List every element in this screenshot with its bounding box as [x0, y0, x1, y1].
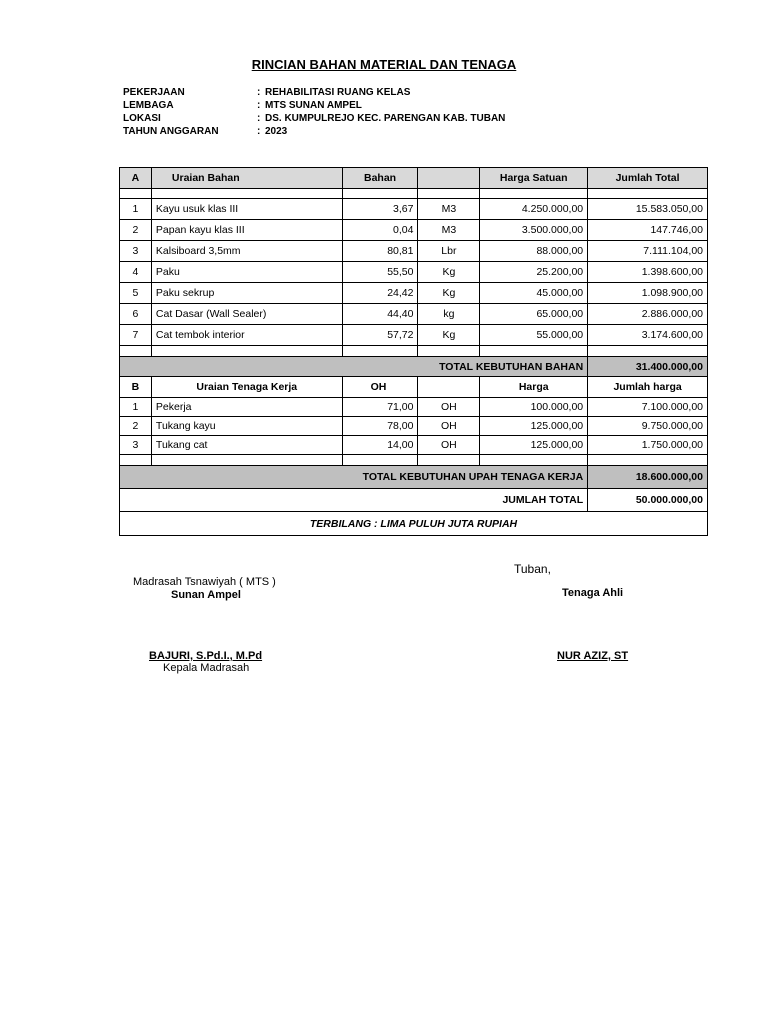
header-no: A	[120, 168, 152, 189]
table-row: 3 Tukang cat 14,00 OH 125.000,00 1.750.000,00	[120, 436, 708, 455]
document-title: RINCIAN BAHAN MATERIAL DAN TENAGA	[251, 57, 517, 72]
header-uraian: Uraian Tenaga Kerja	[151, 377, 342, 398]
info-value: REHABILITASI RUANG KELAS	[265, 87, 411, 98]
table-row: 3 Kalsiboard 3,5mm 80,81 Lbr 88.000,00 7.111.104,00	[120, 241, 708, 262]
cost-table	[119, 167, 708, 536]
header-qty: OH	[342, 377, 418, 398]
left-org: Madrasah Tsnawiyah ( MTS )	[133, 576, 276, 588]
header-price: Harga Satuan	[480, 168, 588, 189]
info-label: LOKASI	[123, 113, 161, 124]
jumlah-total-label: JUMLAH TOTAL	[120, 489, 588, 512]
info-value: 2023	[265, 126, 288, 137]
header-unit	[418, 168, 480, 189]
header-uraian: Uraian Bahan	[151, 168, 342, 189]
total-bahan-label: TOTAL KEBUTUHAN BAHAN	[120, 357, 588, 377]
spacer-row	[120, 346, 708, 357]
jumlah-total-row	[120, 489, 708, 512]
total-bahan-value: 31.400.000,00	[588, 357, 708, 377]
table-row: 2 Tukang kayu 78,00 OH 125.000,00 9.750.000,00	[120, 417, 708, 436]
terbilang-text: TERBILANG : LIMA PULUH JUTA RUPIAH	[120, 512, 708, 536]
project-info	[123, 86, 505, 138]
total-bahan-row	[120, 357, 708, 377]
terbilang-row	[120, 512, 708, 536]
tenaga-header-row	[120, 377, 708, 398]
table-row: 5 Paku sekrup 24,42 Kg 45.000,00 1.098.900,00	[120, 283, 708, 304]
total-tenaga-label: TOTAL KEBUTUHAN UPAH TENAGA KERJA	[120, 466, 588, 489]
table-row: 4 Paku 55,50 Kg 25.200,00 1.398.600,00	[120, 262, 708, 283]
signature-place: Tuban,	[514, 562, 551, 576]
info-row-pekerjaan: PEKERJAAN : REHABILITASI RUANG KELAS	[123, 87, 411, 98]
spacer-row	[120, 455, 708, 466]
right-signatory-name: NUR AZIZ, ST	[557, 650, 629, 662]
left-signatory-role: Kepala Madrasah	[163, 662, 250, 674]
info-label: LEMBAGA	[123, 100, 174, 111]
left-org-name: Sunan Ampel	[171, 589, 241, 601]
header-price: Harga	[480, 377, 588, 398]
table-row: 7 Cat tembok interior 57,72 Kg 55.000,00 3.174.600,00	[120, 325, 708, 346]
info-label: TAHUN ANGGARAN	[123, 126, 219, 137]
bahan-header-row	[120, 168, 708, 189]
header-unit	[418, 377, 480, 398]
table-row: 1 Kayu usuk klas III 3,67 M3 4.250.000,00 15.583.050,00	[120, 199, 708, 220]
total-tenaga-row	[120, 466, 708, 489]
header-no: B	[120, 377, 152, 398]
header-qty: Bahan	[342, 168, 418, 189]
spacer-row	[120, 189, 708, 199]
total-tenaga-value: 18.600.000,00	[588, 466, 708, 489]
info-row-lokasi: LOKASI : DS. KUMPULREJO KEC. PARENGAN KAB. TUBAN	[123, 113, 506, 124]
table-row: 1 Pekerja 71,00 OH 100.000,00 7.100.000,00	[120, 398, 708, 417]
left-signatory-name: BAJURI, S.Pd.I., M.Pd	[149, 650, 263, 662]
header-total: Jumlah Total	[588, 168, 708, 189]
right-role: Tenaga Ahli	[562, 587, 624, 599]
table-row: 6 Cat Dasar (Wall Sealer) 44,40 kg 65.000,00 2.886.000,00	[120, 304, 708, 325]
info-row-tahun: TAHUN ANGGARAN : 2023	[123, 126, 288, 137]
info-row-lembaga: LEMBAGA : MTS SUNAN AMPEL	[123, 100, 362, 111]
info-value: MTS SUNAN AMPEL	[265, 100, 362, 111]
info-label: PEKERJAAN	[123, 87, 185, 98]
table-row: 2 Papan kayu klas III 0,04 M3 3.500.000,00 147.746,00	[120, 220, 708, 241]
jumlah-total-value: 50.000.000,00	[588, 489, 708, 512]
header-total: Jumlah harga	[588, 377, 708, 398]
info-value: DS. KUMPULREJO KEC. PARENGAN KAB. TUBAN	[265, 113, 506, 124]
